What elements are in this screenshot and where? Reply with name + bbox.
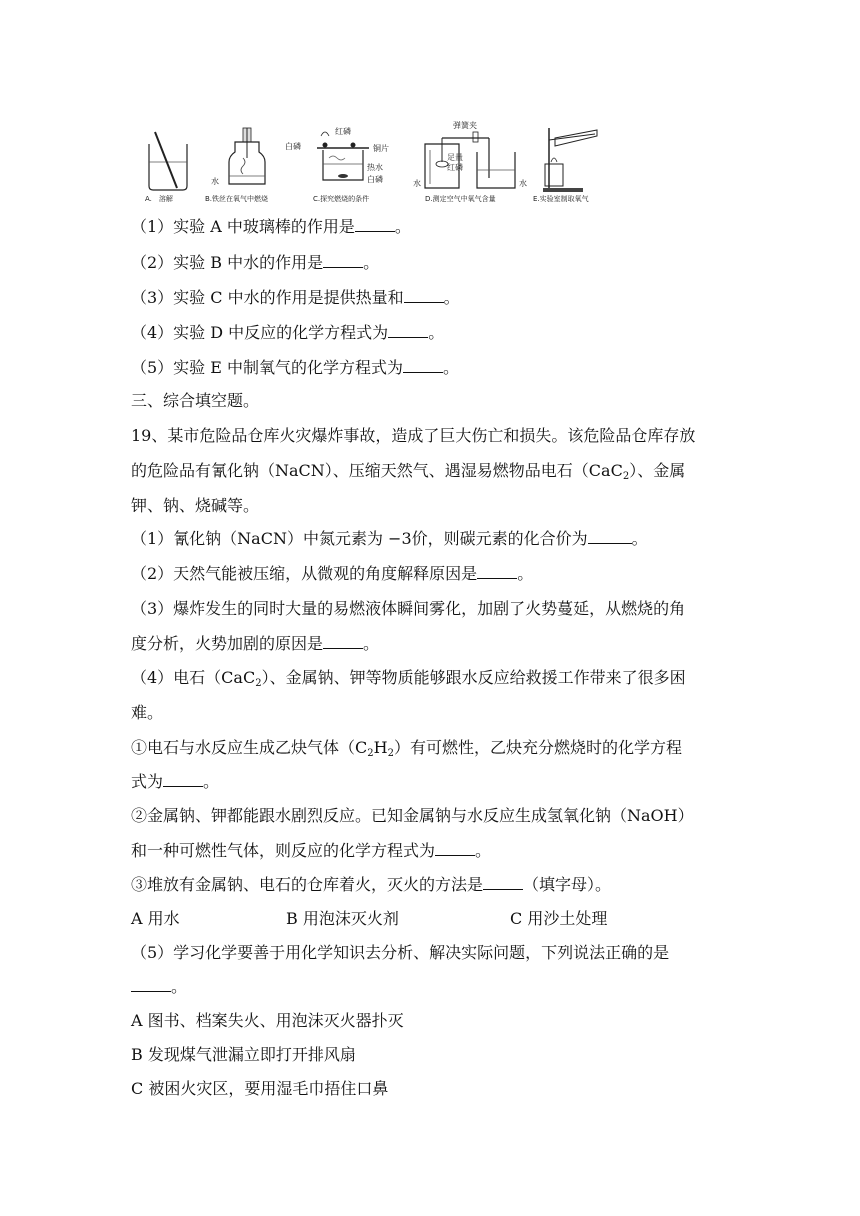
- q19-part-2: [131, 564, 533, 584]
- q18-part-2-text: （2）实验 B 中水的作用是: [131, 253, 324, 272]
- caption-c: C.探究燃烧的条件: [313, 195, 370, 203]
- answer-blank[interactable]: [403, 358, 443, 373]
- q19-sub-3: [131, 875, 611, 895]
- q19-part-2-end: 。: [517, 564, 534, 583]
- q19-sub-1-text-h: H: [373, 738, 388, 757]
- subscript: 2: [255, 678, 262, 689]
- q19-part-5-option-b[interactable]: B 发现煤气泄漏立即打开排风扇: [131, 1045, 356, 1064]
- q18-part-3-end: 。: [443, 288, 460, 307]
- q19-intro-line-1: 19、某市危险品仓库火灾爆炸事故，造成了巨大伤亡和损失。该危险品仓库存放: [131, 426, 696, 445]
- q18-part-1-text: （1）实验 A 中玻璃棒的作用是: [131, 217, 355, 236]
- q19-part-3-text: 度分析，火势加剧的原因是: [131, 634, 324, 653]
- q18-part-4-end: 。: [428, 323, 445, 342]
- q19-part-2-text: （2）天然气能被压缩，从微观的角度解释原因是: [131, 564, 478, 583]
- subscript: 2: [387, 748, 394, 759]
- q19-sub-1-text-c: 式为: [131, 772, 164, 791]
- option-a[interactable]: A 用水: [131, 909, 180, 928]
- q18-part-5-text: （5）实验 E 中制氧气的化学方程式为: [131, 358, 404, 377]
- q19-part-5-option-c[interactable]: C 被困火灾区，要用湿毛巾捂住口鼻: [131, 1079, 389, 1098]
- caption-e: E.实验室制取氧气: [533, 195, 589, 203]
- q19-sub-1-end: 。: [203, 772, 220, 791]
- label-water-b: 水: [211, 177, 219, 186]
- q19-sub-2-text: 和一种可燃性气体，则反应的化学方程式为: [131, 841, 436, 860]
- answer-blank[interactable]: [404, 288, 444, 303]
- option-c[interactable]: C 用沙土处理: [510, 909, 608, 928]
- q19-part-5-line-1: （5）学习化学要善于用化学知识去分析、解决实际问题，下列说法正确的是: [131, 943, 670, 962]
- label-hot-water: 热水: [367, 163, 383, 172]
- answer-blank[interactable]: [323, 634, 363, 649]
- label-white-p-left: 白磷: [285, 142, 301, 151]
- q18-part-5: [131, 358, 459, 378]
- q18-part-3: [131, 288, 460, 308]
- q19-sub-2-line-2: [131, 841, 491, 861]
- caption-d: D.测定空气中氧气含量: [425, 195, 496, 203]
- q19-sub-1-text-b: ）有可燃性，乙炔充分燃烧时的化学方程: [393, 738, 682, 757]
- bottle-iron-wire-illustration: [205, 128, 268, 203]
- q19-intro-text-a: 的危险品有氰化钠（NaCN）、压缩天然气、遇湿易燃物品电石（CaC: [131, 461, 623, 480]
- label-copper: 铜片: [373, 144, 389, 153]
- q18-part-2-end: 。: [363, 253, 380, 272]
- oxygen-content-illustration: [413, 120, 527, 203]
- answer-blank[interactable]: [483, 875, 523, 890]
- answer-blank[interactable]: [588, 529, 632, 544]
- beaker-dissolve-illustration: [145, 132, 187, 203]
- q18-part-1: [131, 217, 411, 237]
- q19-part-5-option-a[interactable]: A 图书、档案失火、用泡沫灭火器扑灭: [131, 1011, 404, 1030]
- q19-sub-3-text: ③堆放有金属钠、电石的仓库着火，灭火的方法是: [131, 875, 484, 894]
- q19-sub-1-text-a: ①电石与水反应生成乙炔气体（C: [131, 738, 368, 757]
- q19-part-5-end: 。: [171, 977, 188, 996]
- label-water-d-left: 水: [413, 179, 421, 188]
- q19-part-1: [131, 529, 648, 549]
- q18-part-3-text: （3）实验 C 中水的作用是提供热量和: [131, 288, 404, 307]
- q18-part-2: [131, 253, 379, 273]
- caption-b: B.铁丝在氧气中燃烧: [205, 195, 269, 203]
- q19-sub-1-line-2: [131, 772, 219, 792]
- q18-part-1-end: 。: [394, 217, 411, 236]
- answer-blank[interactable]: [355, 217, 395, 232]
- q19-intro-line-2: [131, 461, 685, 487]
- q19-part-4-line-2: 难。: [131, 703, 164, 722]
- subscript: 2: [367, 748, 374, 759]
- subscript: 2: [622, 471, 630, 482]
- q19-part-1-text: （1）氰化钠（NaCN）中氮元素为 −3价，则碳元素的化合价为: [131, 529, 588, 548]
- q19-part-3-end: 。: [363, 634, 380, 653]
- q19-part-5-line-2: [131, 977, 187, 997]
- q19-sub-3-end: （填字母）。: [523, 875, 612, 894]
- answer-blank[interactable]: [388, 323, 428, 338]
- answer-blank[interactable]: [435, 841, 475, 856]
- q18-part-4-text: （4）实验 D 中反应的化学方程式为: [131, 323, 389, 342]
- q19-part-4-line-1: [131, 668, 686, 694]
- q18-part-4: [131, 323, 444, 343]
- q19-part-1-end: 。: [631, 529, 648, 548]
- label-white-p-bottom: 白磷: [367, 175, 383, 184]
- q19-sub-1-line-1: [131, 738, 682, 764]
- section-heading: 三、综合填空题。: [131, 391, 260, 410]
- q19-sub-2-end: 。: [475, 841, 492, 860]
- q19-part-3-line-1: （3）爆炸发生的同时大量的易燃液体瞬间雾化，加剧了火势蔓延，从燃烧的角: [131, 599, 686, 618]
- option-b[interactable]: B 用泡沫灭火剂: [286, 909, 399, 928]
- label-red-p: 红磷: [335, 127, 351, 136]
- oxygen-preparation-illustration: [533, 128, 597, 203]
- answer-blank[interactable]: [323, 253, 363, 268]
- label-water-d-right: 水: [519, 179, 527, 188]
- q19-part-4-text-a: （4）电石（CaC: [131, 668, 256, 687]
- label-enough: 足量: [447, 153, 463, 162]
- q19-part-3-line-2: [131, 634, 379, 654]
- label-red-p-d: 红磷: [447, 163, 463, 172]
- combustion-conditions-illustration: [285, 126, 389, 203]
- q18-part-5-end: 。: [443, 358, 460, 377]
- caption-a: A. 溶解: [145, 195, 173, 203]
- label-spring-clip: 弹簧夹: [453, 121, 477, 130]
- experiment-figure: [135, 118, 620, 213]
- q19-part-4-text-b: ）、金属钠、钾等物质能够跟水反应给救援工作带来了很多困: [261, 668, 686, 687]
- q19-sub-2-line-1: ②金属钠、钾都能跟水剧烈反应。已知金属钠与水反应生成氢氧化钠（NaOH）: [131, 806, 694, 825]
- answer-blank[interactable]: [131, 977, 171, 992]
- q19-intro-text-b: ）、金属: [629, 461, 686, 480]
- q19-intro-line-3: 钾、钠、烧碱等。: [131, 496, 260, 515]
- answer-blank[interactable]: [163, 772, 203, 787]
- answer-blank[interactable]: [477, 564, 517, 579]
